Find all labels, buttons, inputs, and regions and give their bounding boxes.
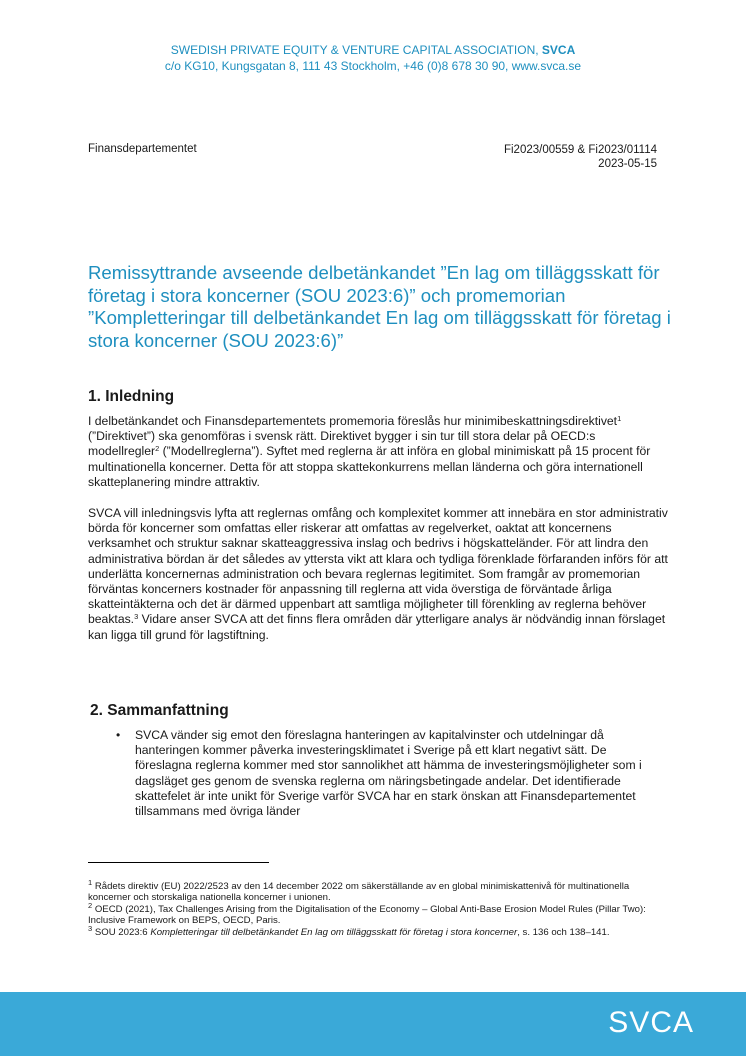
paragraph-text: SVCA vill inledningsvis lyfta att reglernas omfång och komplexitet kommer att innebära en stor administrativ börda för koncerner som omfattas eller riskerar att omfattas av regelverket, oaktat att koncernens verksamhet och struktur saknar skatteaggressiva inslag och bedrivs i högskatteländer. För att lindra den administrativa bördan är det således av yttersta vikt att klara och tydliga förenklade förfaranden införs för att underlätta koncernernas administration och bevara reglernas legitimitet. Som framgår av promemorian förväntas koncerners kostnader för anpassning till reglerna att vida överstiga de förväntade årliga skatteintäkterna och det är därmed uppenbart att samtliga möjligheter till förenkling av reglerna behöver beaktas. xyxy=(88,506,668,627)
paragraph-intro-2 xyxy=(88,506,668,643)
section-heading-sammanfattning: 2. Sammanfattning xyxy=(90,702,229,719)
footnotes xyxy=(88,878,663,938)
document-date: 2023-05-15 xyxy=(598,158,657,170)
letterhead-address: c/o KG10, Kungsgatan 8, 111 43 Stockholm, +46 (0)8 678 30 90, www.svca.se xyxy=(164,59,582,73)
paragraph-intro-1 xyxy=(88,414,668,490)
org-name: SWEDISH PRIVATE EQUITY & VENTURE CAPITAL ASSOCIATION, xyxy=(170,43,542,57)
footnote-title-italic: Kompletteringar till delbetänkandet En lag om tilläggsskatt för företag i stora koncerner xyxy=(150,926,518,938)
footnote-number: 1 xyxy=(88,878,93,887)
footnote-3 xyxy=(88,923,663,938)
footnote-text: , s. 136 och 138–141. xyxy=(517,926,610,938)
letterhead-org-line xyxy=(0,42,746,58)
footnote-separator xyxy=(88,862,269,863)
summary-bullet-1: SVCA vänder sig emot den föreslagna hanteringen av kapitalvinster och utdelningar då hanteringen kommer påverka investeringsklimatet i Sverige på ett klart negativt sätt. De föreslagna reglerna kommer med stor sannolikhet att hämma de investeringsmöjligheter som i dagsläget ges genom de svenska reglerna om näringsbetingade andelar. Det identifierade skattefelet är inte unikt för Sverige varför SVCA har en stark önskan att Finansdepartementet tillsammans med övriga länder xyxy=(135,728,642,819)
svca-logo: SVCA xyxy=(608,1006,694,1039)
footnote-ref-1[interactable]: 1 xyxy=(617,414,622,423)
paragraph-text: (”Direktivet”) ska genomföras i svensk rätt. Direktivet bygger i sin tur till stora delar på OECD:s modellregler xyxy=(88,429,596,459)
footnote-text: Rådets direktiv (EU) 2022/2523 av den 14 december 2022 om säkerställande av en global minimiskattenivå för multinationella koncerner och storskaliga nationella koncerner i unionen. xyxy=(88,881,630,904)
section-heading-inledning: 1. Inledning xyxy=(88,388,175,405)
reference-number: Fi2023/00559 & Fi2023/01114 xyxy=(503,144,657,156)
footer-band xyxy=(0,992,746,1056)
footnote-text: SOU 2023:6 xyxy=(92,926,151,938)
footnote-number: 2 xyxy=(88,900,93,910)
paragraph-text: (”Modellreglerna”). Syftet med reglerna är att införa en global minimiskatt på 15 procent för multinationella koncerner. Detta för att stoppa skattekonkurrens mellan länderna och göra internationell skatteplanering mindre attraktiv. xyxy=(88,444,651,489)
letterhead xyxy=(0,42,746,74)
footnote-ref-2[interactable]: 2 xyxy=(155,444,160,454)
reference-block xyxy=(504,143,657,171)
footnote-number: 3 xyxy=(88,923,93,933)
paragraph-text: I delbetänkandet och Finansdepartementets promemoria föreslås hur minimibeskattningsdirektivet xyxy=(88,414,618,428)
recipient: Finansdepartementet xyxy=(88,143,197,155)
footnote-ref-3[interactable]: 3 xyxy=(134,612,139,622)
footnote-text: OECD (2021), Tax Challenges Arising from the Digitalisation of the Economy – Global Anti-Base Erosion Model Rules (Pillar Two): Inclusive Framework on BEPS, OECD, Paris. xyxy=(88,903,646,927)
footnote-2 xyxy=(88,900,663,927)
footnote-1 xyxy=(88,878,663,904)
org-abbr: SVCA xyxy=(541,43,576,57)
document-title: Remissyttrande avseende delbetänkandet ”En lag om tilläggsskatt för företag i stora koncerner (SOU 2023:6)” och promemorian ”Kompletteringar till delbetänkandet En lag om tilläggsskatt för företag i stora koncerner (SOU 2023:6)” xyxy=(88,262,671,351)
paragraph-text: Vidare anser SVCA att det finns flera områden där ytterligare analys är nödvändig innan förslaget kan ligga till grund för lagstiftning. xyxy=(88,612,666,642)
bullet-icon: • xyxy=(116,728,121,742)
